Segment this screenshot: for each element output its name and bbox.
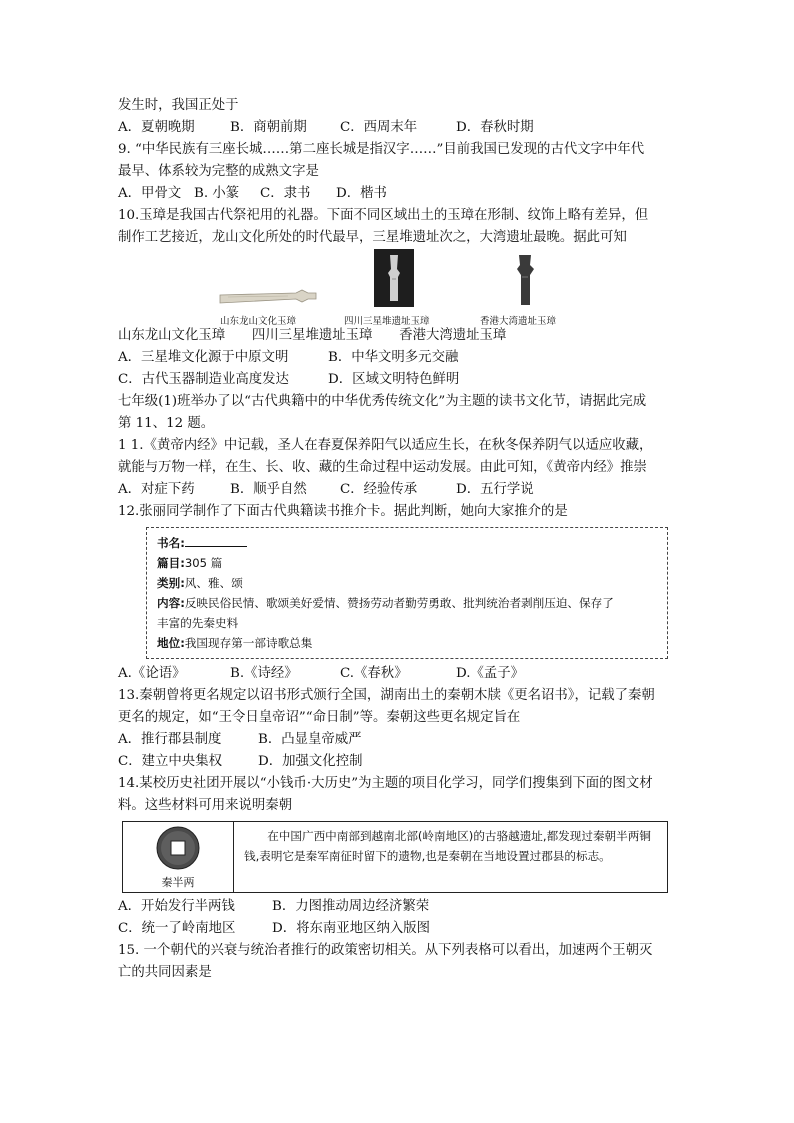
coin-description: 在中国广西中南部到越南北部(岭南地区)的古骆越遗址,都发现过秦朝半两铜钱,表明它是秦军南征时留下的遗物,也是秦朝在当地设置过郡县的标志。 <box>244 829 651 863</box>
q14-stem-2: 料。这些材料可用来说明秦朝 <box>118 798 293 813</box>
option-c: C．经验传承 <box>340 482 418 497</box>
options-q14-row2 <box>118 918 678 940</box>
option-d: D．五行学说 <box>456 482 534 497</box>
option-a: A．推行郡县制度 <box>118 732 222 747</box>
options-q9 <box>118 183 678 205</box>
card-label: 内容: <box>157 596 185 610</box>
option-c: C．统一了岭南地区 <box>118 921 236 936</box>
jade-caption-longshan: 山东龙山文化玉璋 <box>220 316 297 327</box>
q15-stem-2: 亡的共同因素是 <box>118 965 212 980</box>
option-a: A．夏朝晚期 <box>118 120 195 135</box>
q11-stem-2: 就能与万物一样，在生、长、收、藏的生命过程中运动发展。由此可知，《黄帝内经》推崇 <box>118 460 647 475</box>
card-value: 丰富的先秦史料 <box>157 616 239 630</box>
q10-caption-text: 山东龙山文化玉璋 四川三星堆遗址玉璋 香港大湾遗址玉璋 <box>118 328 507 343</box>
option-d: D．加强文化控制 <box>258 754 363 769</box>
q14-stem: 14.某校历史社团开展以“小钱币·大历史”为主题的项目化学习，同学们搜集到下面的图文材 <box>118 776 653 791</box>
options-q13-row2 <box>118 751 678 773</box>
section-intro-2: 第 11、12 题。 <box>118 416 215 431</box>
card-row-status <box>157 633 657 653</box>
q13-stem-2: 更名的规定，如“王令日皇帝诏”“命日制”等。秦朝这些更名规定旨在 <box>118 710 521 725</box>
option-b: B.《诗经》 <box>230 666 298 681</box>
jade-longshan-image <box>218 289 318 309</box>
jade-caption-sanxingdui: 四川三星堆遗址玉璋 <box>344 316 430 327</box>
option-c: C．建立中央集权 <box>118 754 222 769</box>
option-c: C．古代玉器制造业高度发达 <box>118 372 289 387</box>
options-q10-row2 <box>118 369 678 391</box>
option-d: D．楷书 <box>336 186 387 201</box>
book-recommendation-card <box>146 527 668 659</box>
card-value: 反映民俗民情、歌颂美好爱情、赞扬劳动者勤劳勇敢、批判统治者剥削压迫、保存了 <box>184 596 614 610</box>
q10-stem: 10.玉璋是我国古代祭祀用的礼器。下面不同区域出土的玉璋在形制、纹饰上略有差异，但 <box>118 208 649 223</box>
card-row-type <box>157 573 657 593</box>
option-a: A．甲骨文 <box>118 186 182 201</box>
card-label: 类别: <box>157 576 185 590</box>
option-c: C．隶书 <box>260 186 311 201</box>
jade-sanxingdui-image <box>374 249 414 307</box>
option-a: A．对症下药 <box>118 482 195 497</box>
option-c: C.《春秋》 <box>340 666 408 681</box>
ban-liang-coin-image <box>123 824 233 874</box>
card-label: 地位: <box>157 636 185 650</box>
options-q8 <box>118 117 678 139</box>
options-q11 <box>118 479 678 501</box>
jade-caption-dawan: 香港大湾遗址玉璋 <box>480 316 557 327</box>
option-a: A.《论语》 <box>118 666 186 681</box>
q15-stem: 15. 一个朝代的兴衰与统治者推行的政策密切相关。从下列表格可以看出，加速两个王朝灭 <box>118 943 653 958</box>
card-label: 篇目: <box>157 556 185 570</box>
jade-figure-row <box>118 249 678 325</box>
option-d: D．区域文明特色鲜明 <box>328 372 460 387</box>
options-q10-row1 <box>118 347 678 369</box>
q12-stem: 12.张丽同学制作了下面古代典籍读书推介卡。据此判断，她向大家推介的是 <box>118 504 568 519</box>
option-b: B．中华文明多元交融 <box>328 350 459 365</box>
card-row-count <box>157 553 657 573</box>
section-intro: 七年级(1)班举办了以“古代典籍中的中华优秀传统文化”为主题的读书文化节，请据此完成 <box>118 394 647 409</box>
coin-material-box <box>122 821 668 893</box>
options-q14-row1 <box>118 896 678 918</box>
option-b: B．顺乎自然 <box>230 482 307 497</box>
card-row-content-2 <box>157 613 657 633</box>
option-d: D.《孟子》 <box>456 666 525 681</box>
question-continuation: 发生时，我国正处于 <box>118 98 239 113</box>
options-q12 <box>118 663 678 685</box>
option-a: A．开始发行半两钱 <box>118 899 235 914</box>
card-value: 风、雅、颂 <box>184 576 243 590</box>
option-d: D．春秋时期 <box>456 120 534 135</box>
card-blank <box>185 534 247 547</box>
option-b: B. 小篆 <box>194 186 240 201</box>
card-value: 我国现存第一部诗歌总集 <box>184 636 313 650</box>
option-b: B．力图推动周边经济繁荣 <box>272 899 430 914</box>
coin-image-cell <box>123 822 234 892</box>
option-a: A．三星堆文化源于中原文明 <box>118 350 289 365</box>
coin-caption: 秦半两 <box>161 876 195 889</box>
card-value: 305 篇 <box>184 556 223 570</box>
exam-content <box>118 95 678 984</box>
jade-dawan-image <box>511 253 541 309</box>
option-d: D．将东南亚地区纳入版图 <box>272 921 431 936</box>
q13-stem: 13.秦朝曾将更名规定以诏书形式颁行全国，湖南出土的秦朝木牍《更名诏书》，记载了秦朝 <box>118 688 655 703</box>
option-c: C．西周末年 <box>340 120 418 135</box>
options-q13-row1 <box>118 729 678 751</box>
option-b: B．商朝前期 <box>230 120 307 135</box>
q9-stem: 9. “中华民族有三座长城……第二座长城是指汉字……”目前我国已发现的古代文字中年代 <box>118 142 645 157</box>
q9-stem-2: 最早、体系较为完整的成熟文字是 <box>118 164 319 179</box>
option-b: B．凸显皇帝威严 <box>258 732 362 747</box>
card-row-content <box>157 593 657 613</box>
card-label: 书名: <box>157 536 185 550</box>
q11-stem: 1 1.《黄帝内经》中记载，圣人在春夏保养阳气以适应生长，在秋冬保养阴气以适应收藏， <box>118 438 653 453</box>
card-row-name <box>157 533 657 553</box>
q10-stem-2: 制作工艺接近，龙山文化所处的时代最早，三星堆遗址次之，大湾遗址最晚。据此可知 <box>118 230 627 245</box>
